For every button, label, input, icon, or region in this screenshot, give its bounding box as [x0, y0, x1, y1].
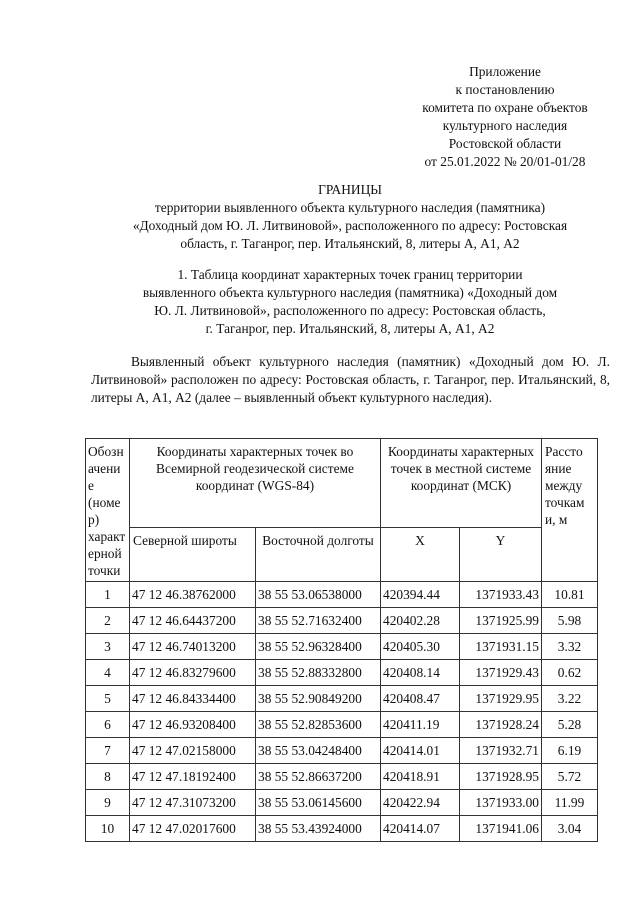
cell-longitude: 38 55 53.43924000 — [256, 816, 381, 842]
cell-x: 420422.94 — [381, 790, 460, 816]
cell-y: 1371933.00 — [460, 790, 542, 816]
cell-longitude: 38 55 52.90849200 — [256, 686, 381, 712]
table-row — [86, 764, 598, 790]
header-designation-line: е — [88, 478, 94, 493]
title-heading: ГРАНИЦЫ — [318, 182, 382, 197]
cell-point-number: 9 — [86, 790, 130, 816]
cell-y: 1371929.95 — [460, 686, 542, 712]
cell-x: 420394.44 — [381, 582, 460, 608]
cell-latitude: 47 12 46.74013200 — [130, 634, 256, 660]
header-east-longitude: Восточной долготы — [256, 527, 381, 581]
cell-distance: 3.04 — [542, 816, 598, 842]
cell-longitude: 38 55 53.04248400 — [256, 738, 381, 764]
header-designation-line: (номе — [88, 495, 121, 510]
cell-x: 420418.91 — [381, 764, 460, 790]
header-distance-line: и, м — [545, 512, 568, 527]
caption-line: г. Таганрог, пер. Итальянский, 8, литеры А, А1, А2 — [205, 321, 495, 336]
header-designation-line: ерной — [88, 546, 122, 561]
cell-distance: 3.32 — [542, 634, 598, 660]
header-designation-line: точки — [88, 563, 121, 578]
cell-y: 1371931.15 — [460, 634, 542, 660]
cell-distance: 10.81 — [542, 582, 598, 608]
appendix-line: культурного наследия — [442, 118, 568, 133]
cell-x: 420411.19 — [381, 712, 460, 738]
cell-latitude: 47 12 47.31073200 — [130, 790, 256, 816]
cell-point-number: 4 — [86, 660, 130, 686]
cell-x: 420408.14 — [381, 660, 460, 686]
cell-distance: 11.99 — [542, 790, 598, 816]
coordinates-table — [85, 438, 598, 842]
header-distance-line: яние — [545, 461, 572, 476]
cell-longitude: 38 55 52.88332800 — [256, 660, 381, 686]
header-x: X — [381, 527, 460, 581]
cell-y: 1371933.43 — [460, 582, 542, 608]
caption-line: Ю. Л. Литвиновой», расположенного по адресу: Ростовская область, — [154, 303, 546, 318]
table-row — [86, 816, 598, 842]
header-designation-line: р) — [88, 512, 100, 527]
appendix-line: к постановлению — [455, 82, 555, 97]
cell-distance: 0.62 — [542, 660, 598, 686]
cell-y: 1371928.24 — [460, 712, 542, 738]
table-row — [86, 790, 598, 816]
cell-latitude: 47 12 46.84334400 — [130, 686, 256, 712]
caption-line: 1. Таблица координат характерных точек границ территории — [177, 267, 523, 282]
cell-y: 1371941.06 — [460, 816, 542, 842]
table-caption — [60, 266, 640, 338]
cell-point-number: 6 — [86, 712, 130, 738]
header-distance-line: точкам — [545, 495, 585, 510]
cell-distance: 5.28 — [542, 712, 598, 738]
appendix-line: Ростовской области — [448, 136, 562, 151]
caption-line: выявленного объекта культурного наследия (памятника) «Доходный дом — [142, 285, 558, 300]
header-msk: Координаты характерных точек в местной системе координат (МСК) — [381, 439, 542, 528]
cell-distance: 6.19 — [542, 738, 598, 764]
cell-distance: 3.22 — [542, 686, 598, 712]
table-row — [86, 634, 598, 660]
header-designation-line: ачени — [88, 461, 121, 476]
title-line: территории выявленного объекта культурного наследия (памятника) — [154, 200, 546, 215]
cell-latitude: 47 12 47.02158000 — [130, 738, 256, 764]
table-row — [86, 738, 598, 764]
appendix-block — [380, 63, 630, 171]
header-designation — [86, 439, 130, 582]
cell-y: 1371929.43 — [460, 660, 542, 686]
table-row — [86, 608, 598, 634]
cell-latitude: 47 12 47.02017600 — [130, 816, 256, 842]
cell-y: 1371925.99 — [460, 608, 542, 634]
header-designation-line: характ — [88, 529, 126, 544]
appendix-line: от 25.01.2022 № 20/01-01/28 — [424, 154, 586, 169]
cell-longitude: 38 55 52.86637200 — [256, 764, 381, 790]
title-line: «Доходный дом Ю. Л. Литвиновой», расположенного по адресу: Ростовская — [132, 218, 568, 233]
table-row — [86, 660, 598, 686]
cell-longitude: 38 55 52.96328400 — [256, 634, 381, 660]
document-title — [60, 181, 640, 253]
cell-x: 420414.07 — [381, 816, 460, 842]
table-row — [86, 582, 598, 608]
cell-y: 1371932.71 — [460, 738, 542, 764]
appendix-line: Приложение — [469, 64, 541, 79]
header-designation-line: Обозн — [88, 444, 124, 459]
cell-distance: 5.72 — [542, 764, 598, 790]
header-distance — [542, 439, 598, 582]
header-wgs: Координаты характерных точек во Всемирной геодезической системе координат (WGS-84) — [130, 439, 381, 528]
header-north-latitude: Северной широты — [130, 527, 256, 581]
cell-x: 420402.28 — [381, 608, 460, 634]
cell-longitude: 38 55 52.71632400 — [256, 608, 381, 634]
description-paragraph: Выявленный объект культурного наследия (памятник) «Доходный дом Ю. Л. Литвиновой» расположен по адресу: Ростовская область, г. Таганрог, пер. Итальянский, 8, литеры А, А1, А2 (далее – выявленный объект культурного наследия). — [91, 354, 610, 405]
cell-latitude: 47 12 46.38762000 — [130, 582, 256, 608]
header-distance-line: Рассто — [545, 444, 583, 459]
cell-x: 420408.47 — [381, 686, 460, 712]
cell-distance: 5.98 — [542, 608, 598, 634]
appendix-line: комитета по охране объектов — [422, 100, 588, 115]
cell-longitude: 38 55 52.82853600 — [256, 712, 381, 738]
cell-latitude: 47 12 46.93208400 — [130, 712, 256, 738]
header-y: Y — [460, 527, 542, 581]
cell-point-number: 3 — [86, 634, 130, 660]
title-line: область, г. Таганрог, пер. Итальянский, 8, литеры А, А1, А2 — [180, 236, 520, 251]
cell-x: 420405.30 — [381, 634, 460, 660]
cell-point-number: 7 — [86, 738, 130, 764]
cell-point-number: 1 — [86, 582, 130, 608]
table-row — [86, 686, 598, 712]
cell-y: 1371928.95 — [460, 764, 542, 790]
cell-latitude: 47 12 46.64437200 — [130, 608, 256, 634]
header-distance-line: между — [545, 478, 583, 493]
cell-x: 420414.01 — [381, 738, 460, 764]
table-row — [86, 712, 598, 738]
cell-longitude: 38 55 53.06145600 — [256, 790, 381, 816]
cell-point-number: 8 — [86, 764, 130, 790]
cell-longitude: 38 55 53.06538000 — [256, 582, 381, 608]
cell-point-number: 10 — [86, 816, 130, 842]
cell-point-number: 5 — [86, 686, 130, 712]
cell-point-number: 2 — [86, 608, 130, 634]
cell-latitude: 47 12 46.83279600 — [130, 660, 256, 686]
cell-latitude: 47 12 47.18192400 — [130, 764, 256, 790]
